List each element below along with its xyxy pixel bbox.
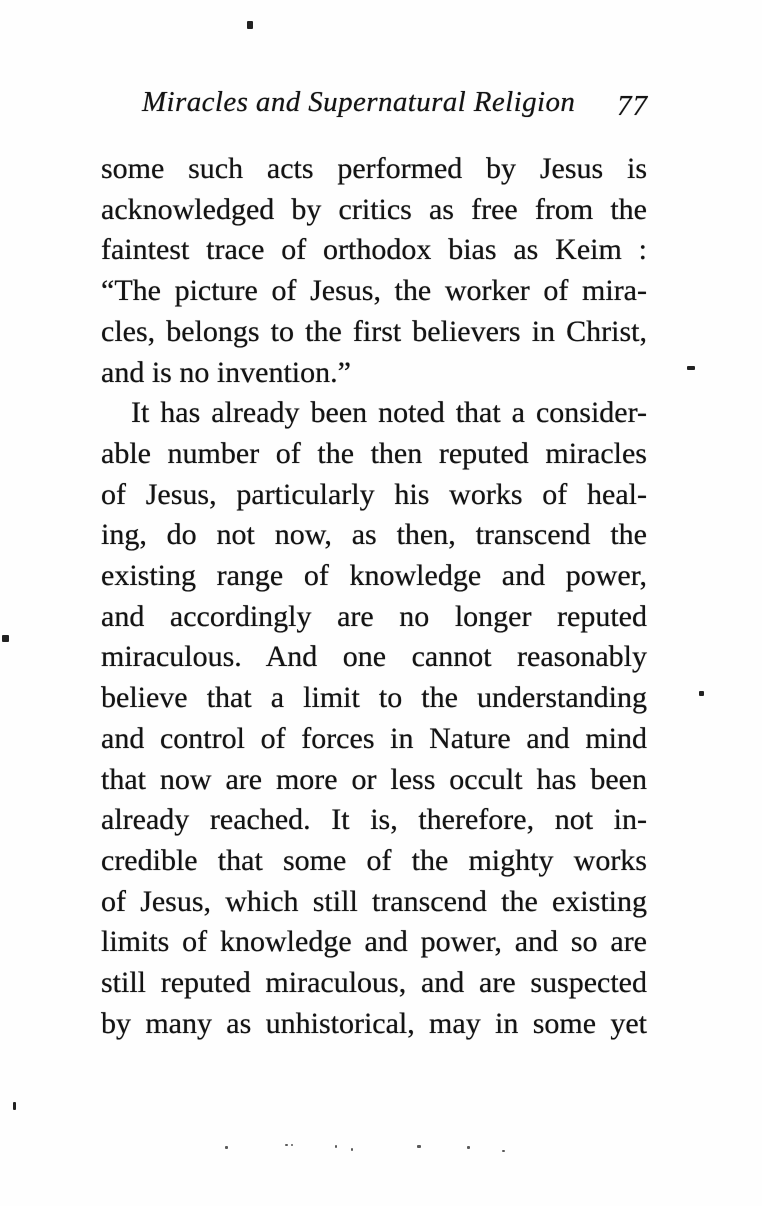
scan-speck: [2, 635, 9, 642]
scan-speck: [687, 366, 695, 370]
scan-speck: [417, 1145, 421, 1148]
text-line: and control of forces in Nature and mind: [101, 721, 647, 755]
text-line: able number of the then reputed miracles: [101, 436, 647, 470]
scan-speck: [285, 1144, 288, 1146]
text-line: of Jesus, which still transcend the existing: [101, 884, 647, 918]
text-line: that now are more or less occult has been: [101, 762, 647, 796]
text-line: limits of knowledge and power, and so are: [101, 925, 647, 959]
text-line: already reached. It is, therefore, not in-: [101, 803, 647, 837]
text-line: “The picture of Jesus, the worker of mira-: [101, 274, 647, 308]
scan-speck: [467, 1146, 470, 1149]
scan-speck: [699, 691, 704, 696]
text-line: acknowledged by critics as free from the: [101, 192, 647, 226]
text-line: It has already been noted that a consider-: [131, 396, 647, 430]
scan-speck: [225, 1146, 228, 1149]
scan-speck: [351, 1148, 353, 1151]
text-line: credible that some of the mighty works: [101, 843, 647, 877]
paragraph-2: [101, 393, 647, 1044]
text-line: faintest trace of orthodox bias as Keim :: [101, 233, 647, 267]
text-line: still reputed miraculous, and are suspected: [101, 966, 647, 1000]
running-header-title: Miracles and Supernatural Religion: [142, 86, 576, 118]
text-line: and accordingly are no longer reputed: [101, 599, 647, 633]
text-line: believe that a limit to the understanding: [101, 681, 647, 715]
text-line: of Jesus, particularly his works of heal-: [101, 477, 647, 511]
text-line: by many as unhistorical, may in some yet: [101, 1006, 647, 1040]
running-header: [100, 86, 648, 122]
page-number: 77: [617, 90, 648, 122]
scan-speck: [502, 1150, 505, 1152]
text-line: and is no invention.”: [101, 355, 351, 389]
paragraph-1: [101, 149, 647, 393]
text-line: ing, do not now, as then, transcend the: [101, 518, 647, 552]
text-line: miraculous. And one cannot reasonably: [101, 640, 647, 674]
scan-speck: [335, 1145, 337, 1148]
scan-speck: [247, 21, 253, 29]
text-line: existing range of knowledge and power,: [101, 559, 647, 593]
scan-speck: [13, 1102, 16, 1110]
page-body: [101, 149, 647, 1044]
scan-speck: [291, 1144, 293, 1146]
text-line: cles, belongs to the first believers in Christ,: [101, 314, 647, 348]
text-line: some such acts performed by Jesus is: [101, 152, 647, 185]
